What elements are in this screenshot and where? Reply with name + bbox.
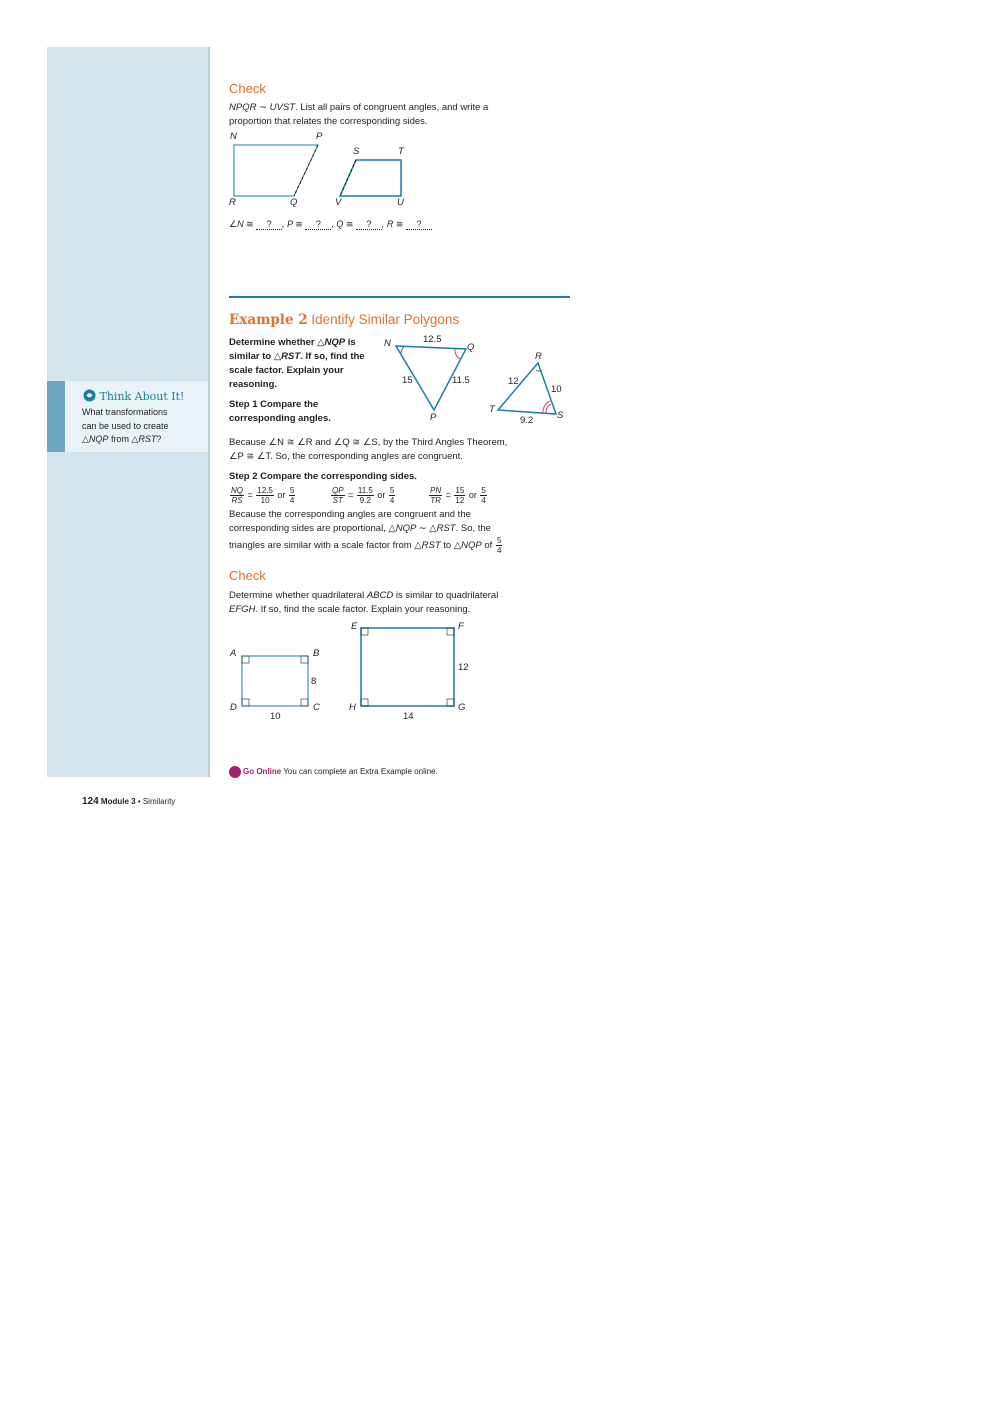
similarity-statement: NPQR ∼ UVST [229, 102, 296, 113]
example-2-prompt: Determine whether △NQP is similar to △RST. If so, find the scale factor. Explain your reasoning. [229, 337, 365, 390]
side-TR: 12 [508, 376, 519, 387]
label-U: U [397, 197, 404, 208]
step-2: Step 2 Compare the corresponding sides. [229, 471, 417, 482]
answer-blank-R[interactable]: ? [406, 219, 432, 230]
angle-mark-S [543, 401, 550, 413]
module-label: Module 3 [100, 797, 136, 806]
think-title: Think About It! [99, 390, 185, 403]
step-1: Step 1 Compare the corresponding angles. [229, 399, 331, 424]
brain-icon [83, 389, 96, 402]
rect-label-G: G [458, 702, 466, 713]
rect1-side: 8 [311, 676, 317, 687]
angle-mark-S-inner [546, 404, 551, 413]
rect2-side: 12 [458, 662, 469, 673]
rect-label-C: C [313, 702, 320, 713]
tri-label-N: N [384, 338, 391, 349]
rectangle-figures [236, 620, 466, 715]
angle-answers: ∠N ≅ ? , P ≅ ? , Q ≅ ? , R ≅ ? [229, 219, 432, 230]
ratio-NQ-RS: $\frac{NQ}{RS}$ = $\frac{12.5}{10}$ or $\frac{5}{4}$ [231, 486, 295, 505]
rect-abcd [242, 656, 308, 706]
think-line-3: △NQP from △RST? [82, 434, 162, 444]
label-N: N [230, 131, 237, 142]
example-divider [229, 296, 570, 298]
rect2-bottom: 14 [403, 711, 414, 722]
check-heading-1: Check [229, 81, 266, 96]
label-T: T [398, 146, 404, 157]
rect-label-D: D [230, 702, 237, 713]
label-R: R [229, 197, 236, 208]
because-sides: Because the corresponding angles are congruent and the corresponding sides are proportional, △NQP ∼ △RST. So, the triangles are similar with a scale factor from △RST to △NQP of $\frac{5}{4}$ [229, 509, 502, 555]
parallelogram-figures [225, 130, 425, 212]
topic-label: Similarity [142, 797, 176, 806]
right-angle-G [447, 699, 454, 706]
side-RS: 10 [551, 384, 562, 395]
tri-label-T: T [489, 404, 495, 415]
page-number: 124 [82, 796, 99, 807]
think-tab [47, 381, 65, 452]
side-NP: 15 [402, 375, 413, 386]
right-angle-D [242, 699, 249, 706]
think-line-1: What transformations [82, 407, 168, 417]
side-NQ: 12.5 [423, 334, 442, 345]
rect-label-A: A [230, 648, 237, 659]
angle-mark-Q [455, 349, 460, 359]
label-V: V [335, 197, 342, 208]
side-TS: 9.2 [520, 415, 534, 426]
example-2-title: Example 2 Identify Similar Polygons [229, 312, 460, 328]
cursor-icon [229, 766, 241, 778]
ratio-PN-TR: $\frac{PN}{TR}$ = $\frac{15}{12}$ or $\frac{5}{4}$ [430, 486, 486, 505]
answer-blank-Q[interactable]: ? [356, 219, 382, 230]
rect-label-H: H [349, 702, 356, 713]
check1-statement: NPQR ∼ UVST. List all pairs of congruent angles, and write a proportion that relates the corresponding sides. [229, 102, 489, 127]
quad-npqr [234, 145, 318, 196]
right-angle-C [301, 699, 308, 706]
think-line-2: can be used to create [82, 420, 169, 431]
tri-label-P: P [430, 412, 437, 423]
rect-label-E: E [351, 621, 358, 632]
right-angle-F [447, 628, 454, 635]
go-online-link[interactable]: Go Online You can complete an Extra Example online. [229, 766, 438, 778]
tri-label-R: R [535, 351, 542, 362]
label-Q: Q [290, 197, 298, 208]
quad-uvst [340, 160, 401, 196]
because-angles: Because ∠N ≅ ∠R and ∠Q ≅ ∠S, by the Third Angles Theorem, ∠P ≅ ∠T. So, the corresponding angles are congruent. [229, 437, 508, 462]
label-S: S [353, 146, 360, 157]
tri-label-S: S [557, 410, 564, 421]
check-heading-2: Check [229, 568, 266, 583]
check2-prompt: Determine whether quadrilateral ABCD is similar to quadrilateral EFGH. If so, find the scale factor. Explain your reasoning. [229, 590, 499, 615]
side-QP: 11.5 [452, 375, 470, 386]
rect1-bottom: 10 [270, 711, 281, 722]
tri-label-Q: Q [467, 342, 475, 353]
right-angle-H [361, 699, 368, 706]
right-angle-A [242, 656, 249, 663]
page-footer: 124 Module 3 • Similarity [82, 796, 176, 807]
label-P: P [316, 131, 323, 142]
answer-blank-P[interactable]: ? [305, 219, 331, 230]
think-about-it-heading [83, 389, 184, 403]
answer-blank-N[interactable]: ? [256, 219, 282, 230]
think-question [82, 406, 200, 447]
sidebar-divider [208, 47, 210, 777]
angle-mark-N [401, 347, 404, 354]
ratio-QP-ST: $\frac{QP}{ST}$ = $\frac{11.5}{9.2}$ or $\frac{5}{4}$ [332, 486, 395, 505]
rect-label-B: B [313, 648, 320, 659]
rect-label-F: F [458, 621, 464, 632]
right-angle-E [361, 628, 368, 635]
scale-factor: $\frac{5}{4}$ [496, 536, 502, 555]
right-angle-B [301, 656, 308, 663]
rect-efgh [361, 628, 454, 706]
